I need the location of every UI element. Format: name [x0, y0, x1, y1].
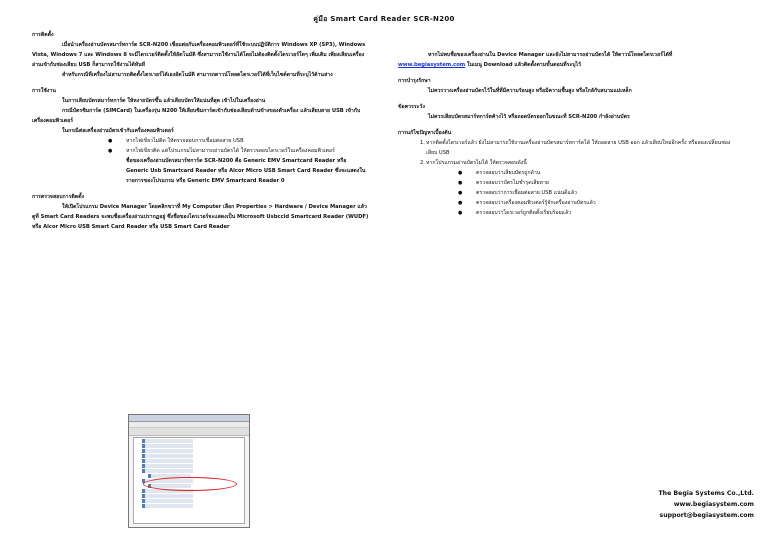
usage-bullet-list	[32, 136, 370, 156]
left-column	[32, 24, 370, 232]
company-website[interactable]: www.begiasystem.com	[673, 501, 754, 508]
tree-row	[142, 444, 193, 448]
reader-names-note: ชื่อของเครื่องอ่านบัตรสมาร์ทการ์ด SCR-N200 คือ Generic EMV Smartcard Reader หรือ Generic Usb Smartcard Reader หรือ Alcor Micro USB Smart Card Reader ซึ่งจะแสดงในรายการของโปรแกรม หรือ Generic EMV Smartcard Reader 0	[126, 158, 366, 184]
install-paragraph-2: สำหรับกรณีที่เครื่องไม่สามารถติดตั้งไดรเวอร์ได้เองอัตโนมัติ สามารถดาวน์โหลดไดรเวอร์ได้ที่เว็บไซต์ตามที่ระบุไว้ด้านล่าง	[62, 72, 333, 78]
document-title: คู่มือ Smart Card Reader SCR-N200	[313, 15, 455, 23]
install-paragraph-1: เมื่อนำเครื่องอ่านบัตรสมาร์ทการ์ด SCR-N200 เชื่อมต่อกับเครื่องคอมพิวเตอร์ที่ใช้ระบบปฏิบัติการ Windows XP (SP3), Windows Vista, Windows 7 และ Windows 8 จะมีไดรเวอร์ติดตั้งให้อัตโนมัติ ซึ่งสามารถใช้งานได้โดยไม่ต้องติดตั้งไดรเวอร์ใดๆ เพิ่มเติม เพียงเสียบเครื่องอ่านเข้ากับช่องเสียบ USB ก็สามารถใช้งานได้ทันที	[32, 42, 366, 68]
right-column	[398, 50, 738, 218]
care-heading: การบำรุงรักษา	[398, 78, 431, 84]
usage-paragraph-2: กรณีบัตรซิมการ์ด (SIMCard) ในเครื่องรุ่น N200 ให้เสียบซิมการ์ดเข้ากับช่องเสียบด้านข้างของตัวเครื่อง แล้วเสียบสาย USB เข้ากับเครื่องคอมพิวเตอร์	[32, 108, 361, 124]
tree-row	[142, 439, 193, 443]
website-link[interactable]: www.begiasystem.com	[398, 62, 466, 68]
checklist-item: ● ตรวจสอบว่าเครื่องคอมพิวเตอร์รู้จักเครื่องอ่านบัตรแล้ว	[458, 198, 738, 208]
checklist	[398, 168, 738, 218]
install-heading: การติดตั้ง	[32, 32, 54, 38]
check-paragraph: ให้เปิดโปรแกรม Device Manager โดยคลิกขวาที่ My Computer เลือก Properties > Hardware / Device Manager แล้วดูที่ Smart Card Readers จะพบชื่อเครื่องอ่านปรากฏอยู่ ซึ่งชื่อของไดรเวอร์จะแสดงเป็น Microsoft Usbccid Smartcard Reader (WUDF) หรือ Alcor Micro USB Smart Card Reader หรือ USB Smart Card Reader	[32, 204, 369, 230]
tree-row	[142, 499, 193, 503]
window-toolbar	[129, 428, 249, 436]
troubleshoot-item: 1. หากติดตั้งไดรเวอร์แล้ว ยังไม่สามารถใช้งานเครื่องอ่านบัตรสมาร์ทการ์ดได้ ให้ถอดสาย USB ออก แล้วเสียบใหม่อีกครั้ง หรือลองเปลี่ยนช่องเสียบ USB	[420, 140, 731, 156]
usage-bullet: ● หากไฟเขียวไม่ติด ให้ตรวจสอบการเชื่อมต่อสาย USB	[108, 136, 370, 146]
checklist-item: ● ตรวจสอบว่าบัตรไม่ชำรุดเสียหาย	[458, 178, 738, 188]
smart-card-reader-highlight	[143, 477, 237, 491]
care-paragraph: ไม่ควรวางเครื่องอ่านบัตรไว้ในที่ที่มีความร้อนสูง หรือมีความชื้นสูง หรือใกล้กับสนามแม่เหล็ก	[428, 88, 632, 94]
usage-heading: การใช้งาน	[32, 88, 56, 94]
checklist-item: ● ตรวจสอบว่าการเชื่อมต่อสาย USB แน่นดีแล้ว	[458, 188, 738, 198]
caution-heading: ข้อควรระวัง	[398, 104, 425, 110]
troubleshoot-heading: การแก้ไขปัญหาเบื้องต้น	[398, 130, 452, 136]
tree-row	[142, 464, 193, 468]
troubleshoot-item: 2. หากโปรแกรมอ่านบัตรไม่ได้ ให้ตรวจสอบดังนี้	[420, 160, 527, 166]
company-footer	[658, 488, 754, 521]
caution-paragraph: ไม่ควรเสียบบัตรสมาร์ทการ์ดค้างไว้ หรือถอดบัตรออกในขณะที่ SCR-N200 กำลังอ่านบัตร	[428, 114, 630, 120]
checklist-item: ● ตรวจสอบว่าเสียบบัตรถูกด้าน	[458, 168, 738, 178]
tree-row	[142, 494, 193, 498]
troubleshoot-list	[398, 138, 738, 168]
device-manager-screenshot	[128, 414, 250, 528]
tree-row	[142, 469, 193, 473]
company-email[interactable]: support@begiasystem.com	[659, 512, 754, 519]
check-heading: การตรวจสอบการติดตั้ง	[32, 194, 85, 200]
tree-row	[142, 449, 193, 453]
checklist-item: ● ตรวจสอบว่าไดรเวอร์ถูกติดตั้งเรียบร้อยแล้ว	[458, 208, 738, 218]
tree-row	[142, 454, 193, 458]
usage-paragraph-3: ในกรณีต่อเครื่องอ่านบัตรเข้ากับเครื่องคอมพิวเตอร์	[62, 128, 174, 134]
window-titlebar	[129, 415, 249, 422]
usage-bullet: ● หากไฟเขียวติด แต่โปรแกรมไม่สามารถอ่านบัตรได้ ให้ตรวจสอบไดรเวอร์ในเครื่องคอมพิวเตอร์	[108, 146, 370, 156]
company-name: The Begia Systems Co.,Ltd.	[658, 490, 754, 497]
driver-download-paragraph: หากไม่พบชื่อของเครื่องอ่านใน Device Manager และยังไม่สามารถอ่านบัตรได้ ให้ดาวน์โหลดไดรเวอร์ได้ที่ www.begiasystem.com ในเมนู Download แล้วติดตั้งตามขั้นตอนที่ระบุไว้	[398, 52, 673, 68]
tree-row	[142, 504, 193, 508]
tree-row	[142, 459, 193, 463]
usage-paragraph-1: ในการเสียบบัตรสมาร์ทการ์ด ให้หงายบัตรขึ้น แล้วเสียบบัตรให้แน่นที่สุด เข้าไปในเครื่องอ่าน	[62, 98, 266, 104]
